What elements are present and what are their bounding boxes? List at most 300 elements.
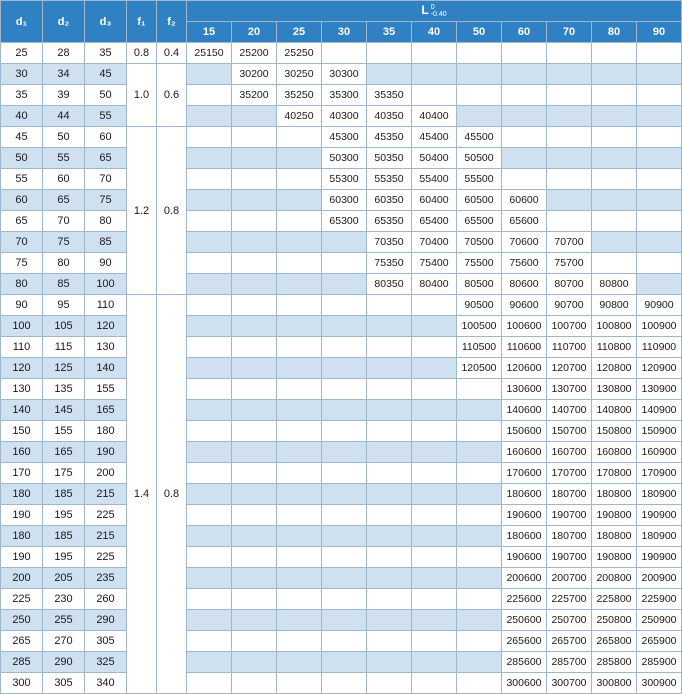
cell-d2: 175 [43, 463, 85, 484]
cell-length-70 [547, 127, 592, 148]
cell-d1: 285 [1, 652, 43, 673]
cell-length-90: 130900 [637, 379, 682, 400]
cell-length-70 [547, 85, 592, 106]
table-row [1, 64, 682, 85]
cell-length-80: 150800 [592, 421, 637, 442]
cell-d3: 260 [85, 589, 127, 610]
cell-length-40 [412, 568, 457, 589]
column-header-length-35: 35 [367, 22, 412, 43]
cell-d3: 35 [85, 43, 127, 64]
cell-length-50 [457, 673, 502, 694]
cell-d3: 80 [85, 211, 127, 232]
cell-length-40 [412, 85, 457, 106]
cell-length-40: 45400 [412, 127, 457, 148]
cell-length-40: 40400 [412, 106, 457, 127]
column-header-length-40: 40 [412, 22, 457, 43]
cell-length-90 [637, 85, 682, 106]
table-row [1, 337, 682, 358]
column-header-length-70: 70 [547, 22, 592, 43]
cell-length-60: 90600 [502, 295, 547, 316]
cell-length-90: 190900 [637, 505, 682, 526]
cell-length-15 [187, 547, 232, 568]
cell-length-35 [367, 379, 412, 400]
cell-length-50 [457, 610, 502, 631]
column-header-d1: d₁ [1, 1, 43, 43]
cell-length-40: 60400 [412, 190, 457, 211]
cell-length-35 [367, 442, 412, 463]
cell-length-15 [187, 568, 232, 589]
table-row [1, 253, 682, 274]
cell-length-90: 140900 [637, 400, 682, 421]
table-row [1, 106, 682, 127]
cell-length-35 [367, 673, 412, 694]
cell-d2: 34 [43, 64, 85, 85]
cell-d2: 55 [43, 148, 85, 169]
cell-d3: 70 [85, 169, 127, 190]
cell-length-20 [232, 253, 277, 274]
cell-length-60: 60600 [502, 190, 547, 211]
cell-length-60: 170600 [502, 463, 547, 484]
cell-length-40 [412, 673, 457, 694]
cell-length-30 [322, 232, 367, 253]
cell-length-25: 25250 [277, 43, 322, 64]
table-row [1, 232, 682, 253]
cell-length-35: 40350 [367, 106, 412, 127]
cell-d2: 50 [43, 127, 85, 148]
cell-length-70: 200700 [547, 568, 592, 589]
cell-length-35: 65350 [367, 211, 412, 232]
cell-d1: 180 [1, 484, 43, 505]
cell-length-80: 250800 [592, 610, 637, 631]
cell-length-60: 150600 [502, 421, 547, 442]
cell-length-90 [637, 43, 682, 64]
cell-d3: 120 [85, 316, 127, 337]
cell-length-50 [457, 652, 502, 673]
cell-length-80 [592, 64, 637, 85]
cell-length-15: 25150 [187, 43, 232, 64]
cell-length-80: 225800 [592, 589, 637, 610]
cell-length-50 [457, 400, 502, 421]
cell-length-70: 225700 [547, 589, 592, 610]
cell-f2: 0.4 [157, 43, 187, 64]
cell-length-80: 80800 [592, 274, 637, 295]
cell-d3: 325 [85, 652, 127, 673]
cell-length-60: 285600 [502, 652, 547, 673]
cell-d2: 75 [43, 232, 85, 253]
cell-d1: 200 [1, 568, 43, 589]
cell-length-30 [322, 673, 367, 694]
cell-length-50: 55500 [457, 169, 502, 190]
cell-length-35 [367, 358, 412, 379]
cell-length-90 [637, 232, 682, 253]
column-header-f1: f₁ [127, 1, 157, 43]
length-symbol: L [421, 3, 429, 18]
cell-d2: 185 [43, 526, 85, 547]
cell-length-25 [277, 232, 322, 253]
cell-length-15 [187, 631, 232, 652]
cell-length-80 [592, 106, 637, 127]
cell-f1: 1.2 [127, 127, 157, 295]
cell-length-60: 190600 [502, 547, 547, 568]
cell-length-35: 80350 [367, 274, 412, 295]
cell-length-40 [412, 64, 457, 85]
cell-length-20 [232, 631, 277, 652]
cell-length-25 [277, 463, 322, 484]
cell-length-90 [637, 190, 682, 211]
cell-length-60: 70600 [502, 232, 547, 253]
cell-length-80: 90800 [592, 295, 637, 316]
cell-length-15 [187, 442, 232, 463]
cell-length-20: 25200 [232, 43, 277, 64]
cell-d2: 165 [43, 442, 85, 463]
cell-length-35 [367, 547, 412, 568]
cell-d3: 225 [85, 547, 127, 568]
cell-d3: 155 [85, 379, 127, 400]
cell-length-25: 35250 [277, 85, 322, 106]
cell-length-25 [277, 673, 322, 694]
cell-length-50 [457, 64, 502, 85]
cell-length-70: 190700 [547, 547, 592, 568]
cell-length-70: 70700 [547, 232, 592, 253]
column-header-d3: d₃ [85, 1, 127, 43]
cell-length-60: 190600 [502, 505, 547, 526]
cell-length-25 [277, 295, 322, 316]
cell-length-70: 150700 [547, 421, 592, 442]
cell-length-15 [187, 106, 232, 127]
cell-length-60: 300600 [502, 673, 547, 694]
cell-length-20 [232, 652, 277, 673]
cell-length-60 [502, 127, 547, 148]
cell-length-80: 180800 [592, 484, 637, 505]
cell-length-40 [412, 610, 457, 631]
cell-length-35 [367, 589, 412, 610]
cell-d3: 235 [85, 568, 127, 589]
cell-length-50: 45500 [457, 127, 502, 148]
cell-d2: 270 [43, 631, 85, 652]
cell-length-30 [322, 337, 367, 358]
cell-d1: 250 [1, 610, 43, 631]
cell-length-30 [322, 610, 367, 631]
cell-length-25 [277, 169, 322, 190]
cell-length-20 [232, 106, 277, 127]
cell-length-35: 45350 [367, 127, 412, 148]
cell-d1: 110 [1, 337, 43, 358]
cell-length-50: 50500 [457, 148, 502, 169]
cell-d2: 28 [43, 43, 85, 64]
cell-length-40 [412, 589, 457, 610]
cell-length-40: 55400 [412, 169, 457, 190]
cell-length-30: 50300 [322, 148, 367, 169]
cell-d1: 130 [1, 379, 43, 400]
cell-length-40 [412, 295, 457, 316]
cell-length-50 [457, 379, 502, 400]
cell-length-30 [322, 484, 367, 505]
cell-length-40 [412, 652, 457, 673]
cell-length-25 [277, 127, 322, 148]
cell-length-30: 45300 [322, 127, 367, 148]
cell-d1: 70 [1, 232, 43, 253]
cell-length-60: 75600 [502, 253, 547, 274]
table-row [1, 610, 682, 631]
cell-d2: 205 [43, 568, 85, 589]
column-header-length-25: 25 [277, 22, 322, 43]
table-body [1, 43, 682, 694]
cell-length-70: 250700 [547, 610, 592, 631]
cell-length-35 [367, 631, 412, 652]
cell-d2: 95 [43, 295, 85, 316]
cell-d3: 215 [85, 484, 127, 505]
cell-length-20 [232, 190, 277, 211]
cell-length-35 [367, 64, 412, 85]
cell-length-70: 140700 [547, 400, 592, 421]
cell-length-20: 35200 [232, 85, 277, 106]
table-row [1, 358, 682, 379]
cell-length-25 [277, 190, 322, 211]
column-header-length-60: 60 [502, 22, 547, 43]
cell-length-15 [187, 274, 232, 295]
cell-length-15 [187, 211, 232, 232]
table-row [1, 442, 682, 463]
cell-length-70: 285700 [547, 652, 592, 673]
cell-length-35 [367, 421, 412, 442]
cell-length-40 [412, 379, 457, 400]
cell-length-25 [277, 610, 322, 631]
cell-length-60: 200600 [502, 568, 547, 589]
cell-length-30 [322, 400, 367, 421]
cell-length-50: 100500 [457, 316, 502, 337]
cell-length-35: 60350 [367, 190, 412, 211]
cell-length-70: 80700 [547, 274, 592, 295]
cell-length-30 [322, 589, 367, 610]
cell-d2: 125 [43, 358, 85, 379]
table-row [1, 547, 682, 568]
cell-length-30 [322, 568, 367, 589]
cell-length-35 [367, 463, 412, 484]
cell-d3: 130 [85, 337, 127, 358]
cell-length-25 [277, 211, 322, 232]
cell-length-70 [547, 43, 592, 64]
cell-length-60: 160600 [502, 442, 547, 463]
cell-d2: 195 [43, 547, 85, 568]
cell-d1: 55 [1, 169, 43, 190]
cell-length-15 [187, 295, 232, 316]
cell-length-90: 225900 [637, 589, 682, 610]
cell-d3: 65 [85, 148, 127, 169]
cell-length-90: 285900 [637, 652, 682, 673]
cell-f2: 0.6 [157, 64, 187, 127]
cell-d1: 225 [1, 589, 43, 610]
cell-d2: 85 [43, 274, 85, 295]
cell-length-40 [412, 316, 457, 337]
cell-length-80 [592, 127, 637, 148]
cell-d3: 340 [85, 673, 127, 694]
cell-length-35 [367, 43, 412, 64]
cell-d1: 120 [1, 358, 43, 379]
length-tolerance [431, 4, 447, 19]
cell-length-70 [547, 106, 592, 127]
cell-length-15 [187, 337, 232, 358]
cell-d1: 90 [1, 295, 43, 316]
cell-length-25 [277, 484, 322, 505]
cell-length-20 [232, 400, 277, 421]
cell-length-15 [187, 379, 232, 400]
cell-length-80: 190800 [592, 547, 637, 568]
cell-length-20 [232, 463, 277, 484]
table-row [1, 127, 682, 148]
cell-length-50 [457, 463, 502, 484]
cell-length-90: 200900 [637, 568, 682, 589]
cell-length-60: 120600 [502, 358, 547, 379]
cell-length-90 [637, 274, 682, 295]
cell-d3: 110 [85, 295, 127, 316]
cell-length-70: 110700 [547, 337, 592, 358]
cell-length-30 [322, 274, 367, 295]
cell-length-20 [232, 484, 277, 505]
cell-length-40 [412, 400, 457, 421]
cell-length-80: 300800 [592, 673, 637, 694]
cell-length-90: 90900 [637, 295, 682, 316]
cell-length-15 [187, 589, 232, 610]
cell-length-20 [232, 148, 277, 169]
cell-d1: 150 [1, 421, 43, 442]
cell-length-30 [322, 652, 367, 673]
cell-length-15 [187, 400, 232, 421]
cell-d3: 190 [85, 442, 127, 463]
cell-length-50 [457, 547, 502, 568]
table-row [1, 421, 682, 442]
cell-f2: 0.8 [157, 295, 187, 694]
cell-length-80 [592, 232, 637, 253]
cell-length-35 [367, 568, 412, 589]
cell-length-50 [457, 43, 502, 64]
cell-d1: 100 [1, 316, 43, 337]
cell-length-60 [502, 43, 547, 64]
cell-d2: 44 [43, 106, 85, 127]
cell-length-90: 300900 [637, 673, 682, 694]
cell-length-60 [502, 64, 547, 85]
table-row [1, 505, 682, 526]
cell-d3: 290 [85, 610, 127, 631]
cell-d1: 75 [1, 253, 43, 274]
cell-length-15 [187, 652, 232, 673]
cell-length-15 [187, 253, 232, 274]
cell-length-25 [277, 421, 322, 442]
cell-length-70: 120700 [547, 358, 592, 379]
cell-d3: 55 [85, 106, 127, 127]
cell-length-60: 250600 [502, 610, 547, 631]
cell-length-80: 200800 [592, 568, 637, 589]
column-header-length-30: 30 [322, 22, 367, 43]
cell-length-20 [232, 673, 277, 694]
cell-length-50 [457, 568, 502, 589]
cell-length-60: 180600 [502, 526, 547, 547]
cell-length-20 [232, 568, 277, 589]
column-header-f2: f₂ [157, 1, 187, 43]
cell-d3: 45 [85, 64, 127, 85]
cell-length-30: 60300 [322, 190, 367, 211]
cell-length-25 [277, 589, 322, 610]
cell-length-15 [187, 127, 232, 148]
cell-length-90: 110900 [637, 337, 682, 358]
cell-d3: 50 [85, 85, 127, 106]
cell-length-25 [277, 400, 322, 421]
table-row [1, 295, 682, 316]
cell-length-50: 90500 [457, 295, 502, 316]
cell-length-25 [277, 358, 322, 379]
cell-d3: 215 [85, 526, 127, 547]
cell-length-50: 70500 [457, 232, 502, 253]
table-row [1, 169, 682, 190]
cell-length-35 [367, 526, 412, 547]
cell-length-40: 50400 [412, 148, 457, 169]
cell-d2: 115 [43, 337, 85, 358]
cell-f1: 1.4 [127, 295, 157, 694]
cell-d1: 180 [1, 526, 43, 547]
cell-length-25 [277, 253, 322, 274]
cell-length-40 [412, 526, 457, 547]
column-header-length-80: 80 [592, 22, 637, 43]
cell-d1: 300 [1, 673, 43, 694]
cell-d1: 35 [1, 85, 43, 106]
cell-length-15 [187, 148, 232, 169]
cell-length-60 [502, 169, 547, 190]
cell-length-25 [277, 631, 322, 652]
cell-length-50: 75500 [457, 253, 502, 274]
cell-length-30 [322, 295, 367, 316]
tolerance-upper: 0 [430, 3, 435, 11]
cell-length-80 [592, 211, 637, 232]
cell-length-35 [367, 295, 412, 316]
cell-d1: 140 [1, 400, 43, 421]
table-row [1, 148, 682, 169]
cell-length-70: 130700 [547, 379, 592, 400]
cell-d3: 85 [85, 232, 127, 253]
cell-length-20 [232, 379, 277, 400]
cell-length-25: 30250 [277, 64, 322, 85]
cell-length-30 [322, 358, 367, 379]
cell-length-70: 90700 [547, 295, 592, 316]
cell-d3: 100 [85, 274, 127, 295]
cell-length-40 [412, 337, 457, 358]
cell-length-80 [592, 190, 637, 211]
cell-d3: 90 [85, 253, 127, 274]
cell-length-80: 120800 [592, 358, 637, 379]
cell-length-40 [412, 358, 457, 379]
cell-d1: 265 [1, 631, 43, 652]
cell-d1: 30 [1, 64, 43, 85]
cell-d2: 39 [43, 85, 85, 106]
cell-length-60: 100600 [502, 316, 547, 337]
table-row [1, 463, 682, 484]
cell-length-90: 100900 [637, 316, 682, 337]
cell-length-35: 35350 [367, 85, 412, 106]
cell-length-50 [457, 484, 502, 505]
cell-length-50 [457, 85, 502, 106]
cell-d1: 80 [1, 274, 43, 295]
cell-length-35 [367, 484, 412, 505]
cell-length-30 [322, 547, 367, 568]
cell-d2: 155 [43, 421, 85, 442]
cell-length-15 [187, 463, 232, 484]
cell-length-20 [232, 232, 277, 253]
cell-length-70: 180700 [547, 484, 592, 505]
cell-length-30: 55300 [322, 169, 367, 190]
cell-d1: 160 [1, 442, 43, 463]
cell-length-80 [592, 43, 637, 64]
cell-length-90 [637, 253, 682, 274]
cell-length-80: 180800 [592, 526, 637, 547]
cell-length-70: 300700 [547, 673, 592, 694]
